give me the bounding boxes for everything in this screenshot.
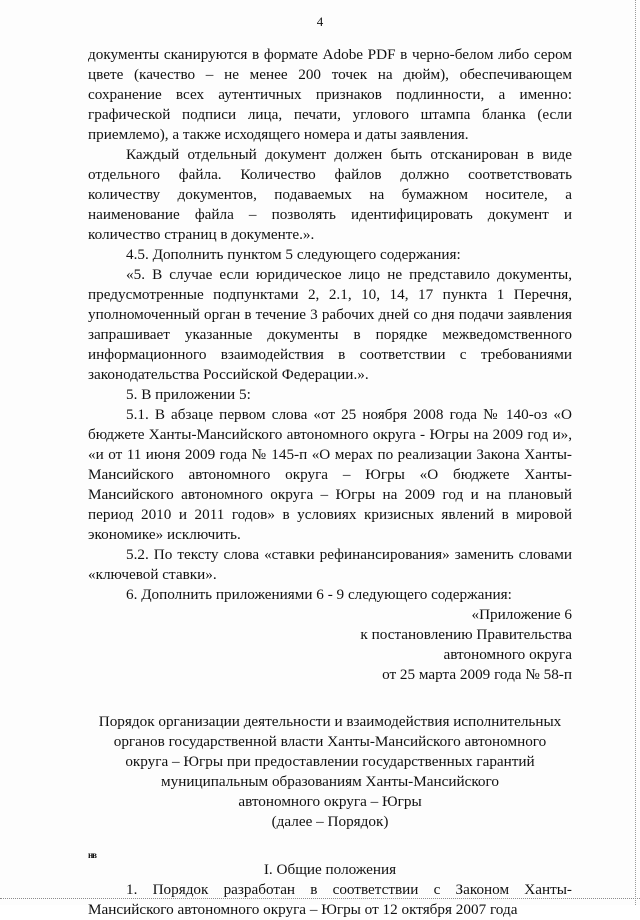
title-line: автономного округа – Югры [238,793,422,810]
title-line: органов государственной власти Ханты-Мансийского автономного [113,733,547,750]
paragraph-5-2: 5.2. По тексту слова «ставки рефинансирования» заменить словами «ключевой ставки». [88,546,572,583]
appendix-ref-line: автономного округа [443,646,572,663]
page-number: 4 [316,14,324,29]
title-line: муниципальным образованиям Ханты-Мансийского [161,773,499,790]
paragraph-point-5: «5. В случае если юридическое лицо не представило документы, предусмотренные подпунктами 2, 2.1, 10, 14, 17 пункта 1 Перечня, уполномоченный орган в течение 3 рабочих дней со дня подачи заявления запрашивает указанные документы в порядке межведомственного информационного взаимодействия в соответствии с требованиями законодательства Российской Федерации.». [88,266,572,383]
title-line: округа – Югры при предоставлении государственных гарантий [125,753,535,770]
paragraph-appendix-5: 5. В приложении 5: [126,386,251,403]
paragraph-separate-file: Каждый отдельный документ должен быть отсканирован в виде отдельного файла. Количество файлов должно соответствовать количеству документов, подаваемых на бумажном носителе, а наименование файла – позволять идентифицировать документ и количество страниц в документе.». [88,146,572,243]
paragraph-5-1: 5.1. В абзаце первом слова «от 25 ноября 2008 года № 140-оз «О бюджете Ханты-Мансийского автономного округа - Югры на 2009 год и», «и от 11 июня 2009 года № 145-п «О мерах по реализации Закона Ханты-Мансийского автономного округа – Югры «О бюджете Ханты-Мансийского автономного округа – Югры на 2009 год и на плановый период 2010 и 2011 годов» в условиях кризисных явлений в мировой экономике» исключить. [88,406,572,543]
title-line: Порядок организации деятельности и взаимодействия исполнительных [98,713,562,730]
paragraph-point-1: 1. Порядок разработан в соответствии с Законом Ханты-Мансийского автономного округа – Югры от 12 октября 2007 года [88,881,572,918]
appendix-reference [88,605,572,685]
appendix-ref-line: от 25 марта 2009 года № 58-п [382,666,572,683]
paragraph-4-5: 4.5. Дополнить пунктом 5 следующего содержания: [126,246,461,263]
page-right-edge [634,0,636,905]
title-line: (далее – Порядок) [271,813,389,830]
document-title [88,712,572,832]
section-heading: I. Общие положения [263,861,397,878]
footer-mark: нв [88,850,97,860]
paragraph-scan-format: документы сканируются в формате Adobe PDF в черно-белом либо сером цвете (качество – не менее 200 точек на дюйм), обеспечивающем сохранение всех аутентичных признаков подлинности, а именно: графической подписи лица, печати, углового штампа бланка (если приемлемо), а также исходящего номера и даты заявления. [88,46,572,143]
paragraph-6: 6. Дополнить приложениями 6 - 9 следующего содержания: [126,586,512,603]
appendix-ref-line: к постановлению Правительства [360,626,572,643]
document-body [88,45,572,920]
appendix-ref-line: «Приложение 6 [471,606,572,623]
